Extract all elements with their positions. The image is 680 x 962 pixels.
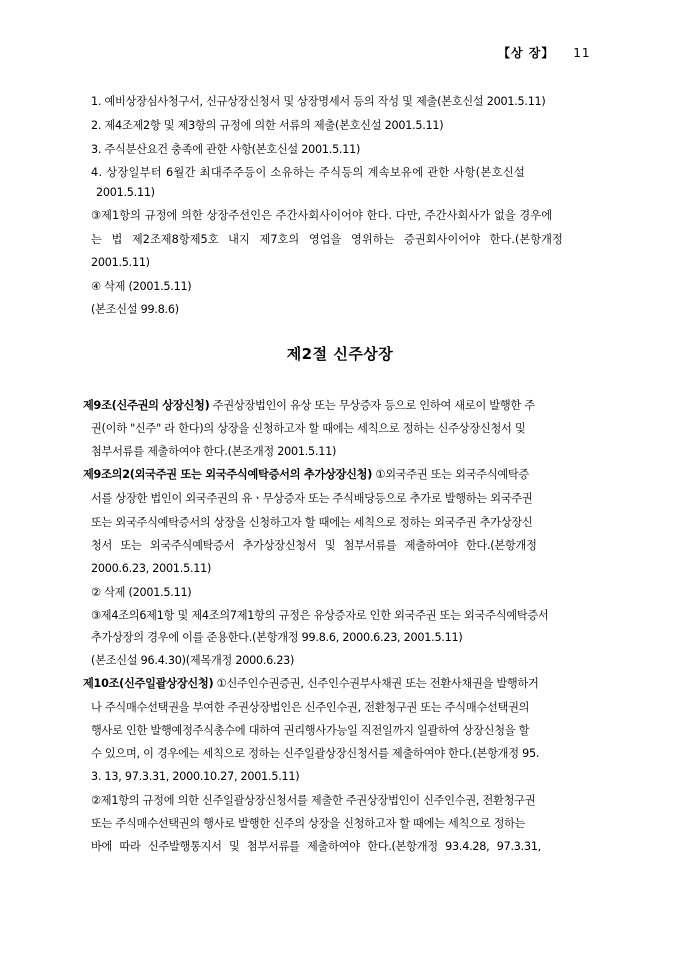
section-title: 제2절 신주상장 bbox=[286, 345, 394, 363]
article-line: (본조신설 96.4.30)(제목개정 2000.6.23) bbox=[91, 654, 295, 667]
page-header bbox=[498, 44, 590, 61]
paragraph-line: (본조신설 99.8.6) bbox=[91, 303, 179, 316]
article-text: 주권상장법인이 유상 또는 무상증자 등으로 인하여 새로이 발행한 주 bbox=[209, 399, 535, 412]
paragraph-line: ④ 삭제 (2001.5.11) bbox=[91, 280, 192, 293]
list-item: 3. 주식분산요건 충족에 관한 사항(본호신설 2001.5.11) bbox=[91, 143, 361, 156]
article-line: 권(이하 "신주" 라 한다)의 상장을 신청하고자 할 때에는 세칙으로 정하는 신주상장신청서 및 bbox=[91, 422, 526, 435]
article-line bbox=[83, 398, 535, 414]
paragraph-line: ③제1항의 규정에 의한 상장주선인은 주간사회사이어야 한다. 다만, 주간사회사가 없을 경우에 bbox=[91, 209, 553, 222]
article-line bbox=[83, 676, 539, 692]
page-number: 11 bbox=[573, 46, 591, 60]
article-line: 추가상장의 경우에 이를 준용한다.(본항개정 99.8.6, 2000.6.23, 2001.5.11) bbox=[91, 631, 463, 644]
article-line: ②제1항의 규정에 의한 신주일괄상장신청서를 제출한 주권상장법인이 신주인수권, 전환청구권 bbox=[91, 794, 536, 807]
article-text: ①외국주권 또는 외국주식예탁증 bbox=[372, 468, 530, 481]
article-line: 서를 상장한 법인이 외국주권의 유ㆍ무상증자 또는 주식배당등으로 추가로 발행하는 외국주권 bbox=[91, 492, 533, 505]
article-line bbox=[83, 467, 529, 483]
article-line: 또는 주식매수선택권의 행사로 발행한 신주의 상장을 신청하고자 할 때에는 세칙으로 정하는 bbox=[91, 817, 526, 830]
list-item: 4. 상장일부터 6월간 최대주주등이 소유하는 주식등의 계속보유에 관한 사항(본호신설 bbox=[91, 166, 526, 179]
article-heading: 제9조의2(외국주권 또는 외국주식예탁증서의 추가상장신청) bbox=[83, 468, 373, 481]
article-line: 첨부서류를 제출하여야 한다.(본조개정 2001.5.11) bbox=[91, 445, 337, 458]
list-item-continued: 2001.5.11) bbox=[96, 186, 155, 199]
article-line: 2000.6.23, 2001.5.11) bbox=[91, 562, 212, 575]
chapter-label: 【상 장】 bbox=[498, 46, 555, 60]
article-line: 3. 13, 97.3.31, 2000.10.27, 2001.5.11) bbox=[91, 770, 300, 783]
article-line: 청서 또는 외국주식예탁증서 추가상장신청서 및 첨부서류를 제출하여야 한다.(본항개정 bbox=[91, 539, 537, 552]
list-item: 2. 제4조제2항 및 제3항의 규정에 의한 서류의 제출(본호신설 2001.5.11) bbox=[91, 119, 444, 132]
article-line: 바에 따라 신주발행통지서 및 첨부서류를 제출하여야 한다.(본항개정 93.4.28, 97.3.31, bbox=[91, 840, 541, 853]
article-line: ② 삭제 (2001.5.11) bbox=[91, 586, 192, 599]
paragraph-line: 2001.5.11) bbox=[91, 256, 150, 269]
article-line: 행사로 인한 발행예정주식총수에 대하여 권리행사가능일 직전일까지 일괄하여 상장신청을 할 bbox=[91, 724, 530, 737]
article-line: 또는 외국주식예탁증서의 상장을 신청하고자 할 때에는 세칙으로 정하는 외국주권 추가상장신 bbox=[91, 516, 533, 529]
paragraph-line: 는 법 제2조제8항제5호 내지 제7호의 영업을 영위하는 증권회사이어야 한다.(본항개정 bbox=[91, 233, 563, 246]
article-text: ①신주인수권증권, 신주인수권부사채권 또는 전환사채권을 발행하거 bbox=[213, 677, 539, 690]
article-line: ③제4조의6제1항 및 제4조의7제1항의 규정은 유상증자로 인한 외국주권 또는 외국주식예탁증서 bbox=[91, 609, 549, 622]
article-line: 수 있으며, 이 경우에는 세칙으로 정하는 신주일괄상장신청서를 제출하여야 한다.(본항개정 95. bbox=[91, 747, 540, 760]
article-heading: 제10조(신주일괄상장신청) bbox=[83, 677, 214, 690]
list-item: 1. 예비상장심사청구서, 신규상장신청서 및 상장명세서 등의 작성 및 제출(본호신설 2001.5.11) bbox=[91, 95, 546, 108]
article-line: 나 주식매수선택권을 부여한 주권상장법인은 신주인수권, 전환청구권 또는 주식매수선택권의 bbox=[91, 701, 530, 714]
article-heading: 제9조(신주권의 상장신청) bbox=[83, 399, 210, 412]
